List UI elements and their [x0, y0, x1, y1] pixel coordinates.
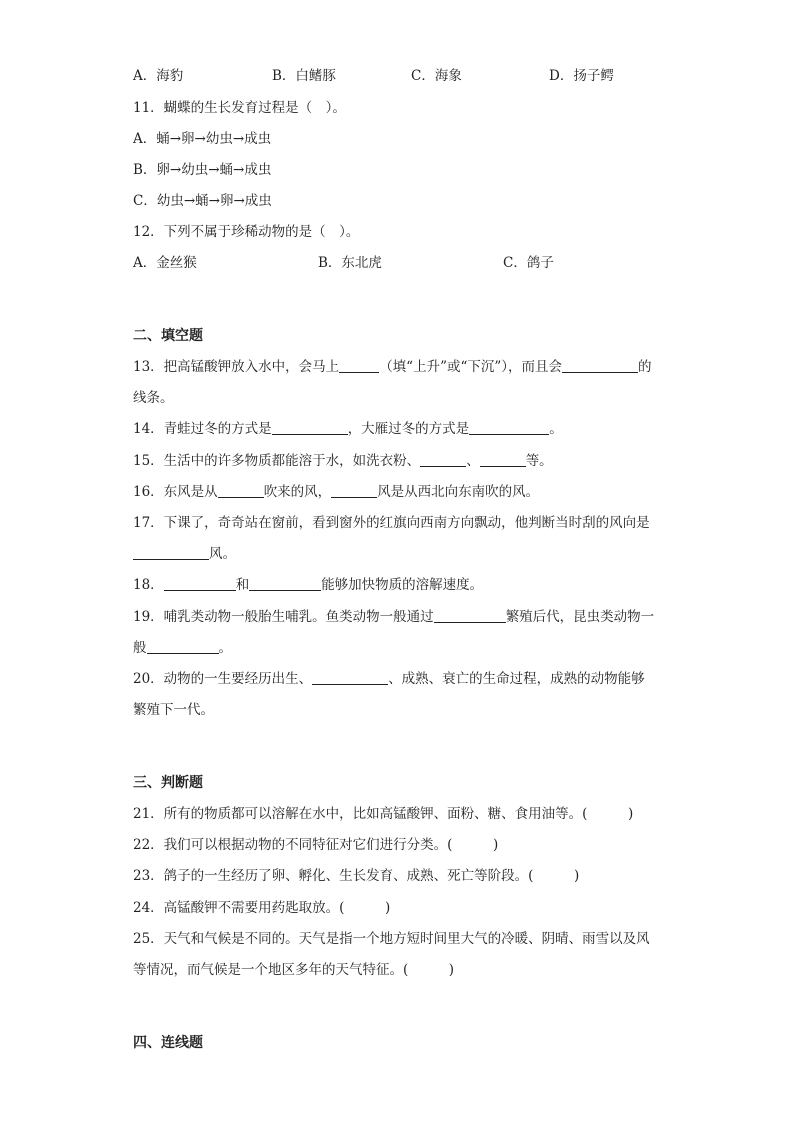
section-heading-matching: 四、连线题 [133, 1035, 203, 1051]
q10-option-b: B．白鳍豚 [272, 68, 336, 84]
q15-text-1: 15．生活中的许多物质都能溶于水，如洗衣粉、 [133, 453, 421, 469]
q14-blank-1[interactable] [272, 420, 348, 435]
q12-stem: 12．下列不属于珍稀动物的是（ ）。 [133, 224, 360, 240]
q11-option-b: B．卵→幼虫→蛹→成虫 [133, 162, 272, 178]
q13 [133, 357, 652, 377]
q12-option-b: B．东北虎 [318, 255, 382, 271]
q19-text-1: 19．哺乳类动物一般胎生哺乳。鱼类动物一般通过 [133, 609, 434, 625]
q19 [133, 607, 654, 627]
q10-option-c: C．海象 [411, 68, 462, 84]
q14-blank-2[interactable] [469, 420, 549, 435]
q22: 22．我们可以根据动物的不同特征对它们进行分类。( ) [133, 837, 499, 853]
q14-text-3: 。 [549, 421, 563, 437]
q18-blank-1[interactable] [164, 576, 236, 591]
q11-option-a: A．蛹→卵→幼虫→成虫 [133, 131, 272, 147]
section-heading-true-false: 三、判断题 [133, 775, 203, 791]
q19-continued [133, 638, 232, 658]
q11-option-c: C．幼虫→蛹→卵→成虫 [133, 193, 272, 209]
q15 [133, 451, 553, 471]
q25-continued: 等情况，而气候是一个地区多年的天气特征。( ) [133, 962, 455, 978]
q14-text-2: ，大雁过冬的方式是 [347, 421, 470, 437]
q16-blank-2[interactable] [331, 483, 377, 498]
q10-option-a: A．海豹 [133, 68, 184, 84]
q14 [133, 419, 563, 439]
q18 [133, 575, 483, 595]
q12-option-c: C．鸽子 [503, 255, 554, 271]
q25: 25．天气和气候是不同的。天气是指一个地方短时间里大气的冷暖、阴晴、雨雪以及风 [133, 931, 650, 947]
q17-text-2: 风。 [209, 546, 236, 562]
q15-blank-2[interactable] [480, 452, 526, 467]
q17-continued [133, 544, 236, 564]
q18-blank-2[interactable] [249, 576, 321, 591]
q20-text-1: 20．动物的一生要经历出生、 [133, 671, 313, 687]
q12-option-a: A．金丝猴 [133, 255, 197, 271]
q15-blank-1[interactable] [420, 452, 466, 467]
q16-text-2: 吹来的风， [263, 484, 332, 500]
q18-text-2: 和 [235, 577, 250, 593]
q20 [133, 669, 645, 689]
q16 [133, 482, 539, 502]
q20-continued: 繁殖下一代。 [133, 702, 214, 718]
q14-text-1: 14．青蛙过冬的方式是 [133, 421, 272, 437]
q24: 24．高锰酸钾不需要用药匙取放。( ) [133, 900, 391, 916]
q19-text-4: 。 [218, 640, 232, 656]
q16-text-3: 风是从西北向东南吹的风。 [377, 484, 540, 500]
q13-continued: 线条。 [133, 390, 174, 406]
q23: 23．鸽子的一生经历了卵、孵化、生长发育、成熟、死亡等阶段。( ) [133, 868, 580, 884]
q16-blank-1[interactable] [218, 483, 264, 498]
q15-text-2: 、 [466, 453, 480, 469]
q17: 17．下课了，奇奇站在窗前，看到窗外的红旗向西南方向飘动，他判断当时刮的风向是 [133, 515, 650, 531]
q10-option-d: D．扬子鳄 [549, 68, 614, 84]
q13-text-1: 13．把高锰酸钾放入水中，会马上 [133, 359, 340, 375]
q15-text-3: 等。 [525, 453, 553, 469]
q19-text-2: 繁殖后代，昆虫类动物一 [505, 609, 655, 625]
q11-stem: 11．蝴蝶的生长发育过程是（ ）。 [133, 100, 346, 116]
q19-blank-2[interactable] [147, 639, 219, 654]
q13-text-3: 的 [638, 359, 652, 375]
q16-text-1: 16．东风是从 [133, 484, 218, 500]
q20-text-2: 、成熟、衰亡的生命过程，成熟的动物能够 [388, 671, 645, 687]
section-heading-fill-blank: 二、填空题 [133, 328, 203, 344]
q20-blank[interactable] [312, 670, 388, 685]
q13-blank-2[interactable] [562, 358, 638, 373]
q18-text-1: 18． [133, 577, 164, 593]
q17-blank[interactable] [133, 545, 209, 560]
q13-text-2: （填“上升”或“下沉”），而且会 [379, 359, 563, 375]
q18-text-3: 能够加快物质的溶解速度。 [321, 577, 484, 593]
q19-text-3: 般 [133, 640, 147, 656]
q21: 21．所有的物质都可以溶解在水中，比如高锰酸钾、面粉、糖、食用油等。( ) [133, 806, 634, 822]
q19-blank-1[interactable] [434, 608, 506, 623]
q13-blank-1[interactable] [339, 358, 379, 373]
